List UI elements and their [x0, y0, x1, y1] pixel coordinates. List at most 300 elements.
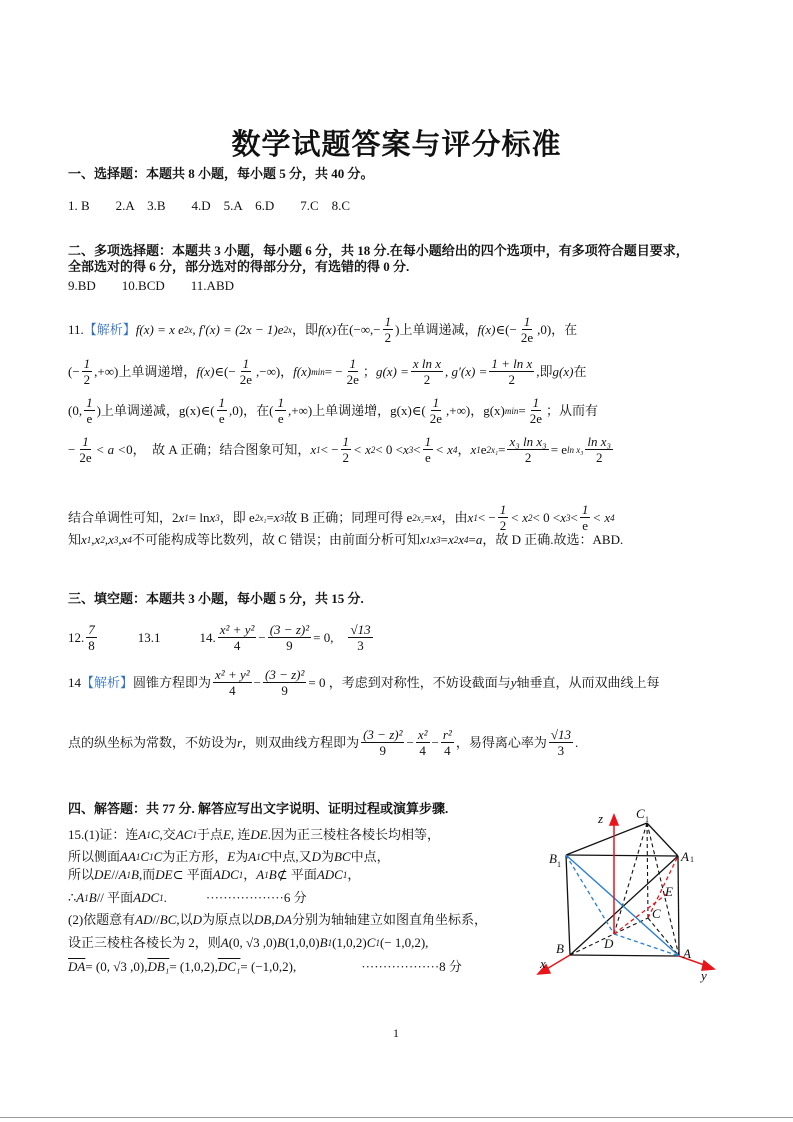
- numerator: √13: [350, 622, 371, 637]
- subscript: 1: [264, 870, 269, 880]
- section-2-heading: [68, 243, 689, 259]
- subscript: 1: [473, 512, 478, 523]
- fraction: [519, 314, 535, 345]
- denominator: 2e: [346, 372, 359, 387]
- numerator: r²: [442, 727, 452, 742]
- numerator: 1: [86, 395, 93, 410]
- text-run: ,: [104, 532, 109, 547]
- svg-text:B: B: [549, 851, 557, 866]
- text-run: ，易得离心率为: [455, 734, 547, 750]
- subscript: 3: [408, 444, 414, 455]
- text-run: 于点: [196, 827, 223, 842]
- math-expr: A: [220, 935, 229, 950]
- fraction: [218, 622, 257, 653]
- q11-solution-line: [68, 532, 623, 548]
- subscript: 1: [184, 512, 189, 523]
- text-run: = e: [550, 441, 568, 457]
- q15-solution-line: [68, 827, 440, 843]
- text-run: =: [266, 509, 274, 525]
- numerator: x² + y²: [215, 667, 250, 682]
- text-run: =: [498, 441, 506, 457]
- math-expr: < x: [435, 441, 453, 457]
- math-expr: C: [366, 935, 376, 950]
- fraction: [268, 622, 311, 653]
- text-run: (− 1,0,2),: [379, 935, 429, 950]
- fraction: [345, 356, 361, 387]
- fraction: [428, 395, 444, 426]
- svg-text:1: 1: [557, 860, 561, 869]
- denominator: 2: [499, 518, 507, 533]
- text-run: ,0)，在(: [229, 402, 274, 418]
- text-run: ，: [457, 441, 471, 457]
- math-expr: E: [227, 849, 236, 864]
- math-expr: DB: [254, 912, 272, 927]
- fraction: [585, 434, 613, 465]
- fraction: [82, 356, 93, 387]
- text-run: ∴: [68, 890, 77, 905]
- math-expr: f(x): [293, 363, 312, 379]
- subscript: 1: [126, 870, 132, 880]
- text-run: 中点，: [350, 849, 390, 864]
- math-expr: DE: [94, 867, 112, 882]
- text-run: 13.1 14.: [98, 629, 216, 645]
- subscript: 1: [342, 870, 348, 880]
- text-run: .因为正三棱柱各棱长均相等，: [267, 827, 441, 842]
- text-run: ，: [243, 867, 257, 882]
- text-run: 设正三棱柱各棱长为 2，则: [68, 935, 221, 950]
- numerator: 1: [432, 395, 440, 410]
- subscript: 1: [159, 893, 164, 903]
- text-run: −: [253, 674, 261, 690]
- analysis-tag: 【解析】: [81, 674, 134, 690]
- subscript: 4: [437, 512, 442, 523]
- fraction: [213, 667, 252, 698]
- text-run: ⊂ 平面: [172, 867, 213, 882]
- section-1-answers: [68, 198, 350, 214]
- fraction: [341, 434, 352, 465]
- z-arrow-icon: [610, 815, 618, 825]
- text-run: , 连: [230, 827, 251, 842]
- subscript: 1: [327, 938, 333, 948]
- denominator: 2e: [239, 372, 252, 387]
- heading-text: 三、填空题：本题共 3 小题，每小题 5 分，共 15 分.: [68, 591, 364, 606]
- math-expr: A: [118, 867, 127, 882]
- text-run: 不可能构成等比数列，故 C 错误；由前面分析可知: [131, 532, 421, 547]
- subscript: min: [311, 366, 325, 377]
- text-run: 12.: [68, 629, 85, 645]
- text-run: 为正方形，: [162, 849, 228, 864]
- text-run: . ··················6 分: [163, 890, 307, 905]
- svg-text:A: A: [683, 946, 691, 961]
- subscript: 1: [425, 535, 431, 545]
- text-run: 0， 故 A 正确；结合图象可知，: [126, 441, 311, 457]
- text-run: ，: [347, 867, 361, 882]
- denominator: 2: [508, 372, 516, 387]
- text-run: ，即 e: [219, 509, 255, 525]
- page-number: 1: [393, 1026, 399, 1040]
- subscript: 3: [279, 512, 285, 523]
- denominator: 8: [88, 638, 95, 653]
- math-expr: AC: [175, 827, 193, 842]
- numerator: (3 − z)²: [363, 727, 403, 742]
- math-expr: DE: [155, 867, 173, 882]
- math-expr: < x: [592, 509, 611, 525]
- fraction: [361, 727, 404, 758]
- text-run: 14: [68, 674, 81, 690]
- denominator: 3: [357, 638, 364, 653]
- prism-figure: [530, 800, 730, 990]
- math-expr: x: [121, 532, 128, 547]
- text-run: 故 B 正确；同理可得 e: [284, 509, 413, 525]
- text-run: = 0 ，考虑到对称性，不妨设截面与: [308, 674, 511, 690]
- text-run: < −: [320, 441, 339, 457]
- math-expr: D: [192, 912, 203, 927]
- numerator: 1: [424, 434, 432, 449]
- text-run: ,: [271, 912, 275, 927]
- text-run: 为: [235, 849, 249, 864]
- text-run: ；: [362, 363, 376, 379]
- text-run: ，即: [292, 321, 319, 337]
- vector: DB₁: [147, 959, 170, 974]
- subscript: 1: [256, 852, 261, 862]
- text-run: 9.BD 10.BCD 11.ABD: [68, 278, 235, 293]
- math-expr: x: [430, 532, 437, 547]
- section-4-heading: [68, 801, 448, 817]
- denominator: 3: [557, 743, 565, 758]
- math-expr: B: [268, 867, 277, 882]
- fraction: [489, 356, 534, 387]
- q11-solution-line: [68, 395, 598, 426]
- text-run: )上单调递减，g(x)∈(: [96, 402, 215, 418]
- denominator: 4: [229, 683, 236, 698]
- fraction: [528, 395, 544, 426]
- denominator: 2e: [79, 450, 92, 465]
- superscript: 2x: [283, 324, 293, 335]
- subscript: 1: [375, 938, 380, 948]
- text-run: ，故 D 正确.故选：ABD.: [482, 532, 624, 547]
- svg-text:D: D: [604, 936, 614, 951]
- text-run: ,交: [159, 827, 176, 842]
- math-expr: A: [138, 827, 147, 842]
- heading-text: 全部选对的得 6 分，部分选对的得部分分，有选错的得 0 分.: [68, 259, 410, 274]
- math-expr: A: [256, 867, 265, 882]
- text-run: ,: [91, 532, 95, 547]
- text-run: = ln: [188, 509, 210, 525]
- fraction: [498, 502, 509, 533]
- text-run: 1. B 2.A 3.B 4.D 5.A 6.D 7.C 8.C: [68, 198, 351, 213]
- text-run: (−: [68, 363, 80, 379]
- numerator: 1 + ln x: [491, 356, 533, 371]
- fraction: [549, 727, 573, 758]
- text-run: <: [413, 441, 421, 457]
- math-expr: C: [150, 827, 160, 842]
- text-run: =: [468, 532, 476, 547]
- page-bottom-border: [0, 1117, 793, 1118]
- text-run: 圆锥方程即为: [133, 674, 212, 690]
- denominator: 4: [233, 638, 241, 653]
- subscript: 1: [238, 870, 244, 880]
- denominator: 2e: [529, 411, 543, 426]
- math-expr: < x: [510, 509, 529, 525]
- math-expr: C: [153, 849, 163, 864]
- denominator: 9: [286, 638, 293, 653]
- svg-text:1: 1: [690, 855, 694, 864]
- text-run: 所以侧面: [68, 849, 121, 864]
- text-run: = 0,: [313, 629, 347, 645]
- denominator: 2e: [520, 330, 534, 345]
- math-expr: x: [81, 532, 87, 547]
- text-run: 为原点以: [202, 912, 255, 927]
- q11-solution-line: [68, 314, 577, 345]
- section-3-answers: [68, 622, 375, 653]
- text-run: −: [68, 441, 76, 457]
- subscript: 2: [370, 444, 376, 455]
- vector: DC₁: [217, 959, 241, 974]
- math-expr: B: [277, 935, 285, 950]
- q15-solution-line: [68, 959, 462, 975]
- text-run: ∈(−: [214, 363, 236, 379]
- text-run: 在(−∞,−: [336, 321, 381, 337]
- math-expr: < x: [353, 441, 371, 457]
- denominator: 9: [379, 743, 387, 758]
- fraction: [84, 395, 95, 426]
- subscript: 1: [135, 852, 141, 862]
- text-run: ；从而有: [546, 402, 599, 418]
- text-run: ,: [118, 532, 122, 547]
- q15-solution-line: [68, 849, 390, 865]
- fraction: [441, 727, 454, 758]
- subscript: 1: [84, 893, 89, 903]
- math-expr: C: [260, 849, 270, 864]
- denominator: 4: [444, 743, 451, 758]
- q15-solution-line: [68, 867, 360, 883]
- svg-text:y: y: [701, 968, 707, 983]
- fraction: [383, 314, 394, 345]
- fraction: [77, 434, 93, 465]
- text-run: 分别为轴轴建立如图直角坐标系，: [291, 912, 487, 927]
- fraction: [416, 727, 430, 758]
- numerator: 1: [82, 434, 89, 449]
- denominator: e: [425, 450, 431, 465]
- text-run: = (1,0,2),: [169, 959, 218, 974]
- denominator: 2: [596, 450, 603, 465]
- section-2-answers: [68, 278, 234, 294]
- numerator: x² + y²: [219, 622, 255, 637]
- subscript: min: [504, 405, 519, 416]
- math-expr: x: [310, 441, 317, 457]
- denominator: 2: [342, 450, 350, 465]
- math-expr: g(x) =: [375, 363, 409, 379]
- fraction: [275, 395, 286, 426]
- numerator: 1: [342, 434, 350, 449]
- vector: $\overline{DA}$: [68, 959, 86, 974]
- text-run: ,+∞)上单调递增，: [94, 363, 197, 379]
- math-expr: ADC: [316, 867, 343, 882]
- prism-hidden-edges: [570, 823, 679, 956]
- fraction: [348, 622, 372, 653]
- math-expr: f(x): [477, 321, 496, 337]
- svg-text:z: z: [598, 811, 604, 826]
- analysis-tag: 【解析】: [83, 321, 136, 337]
- svg-text:C: C: [636, 806, 645, 821]
- subscript: 3: [565, 512, 571, 523]
- superscript: 2x₂: [412, 512, 424, 523]
- text-run: ⊄ 平面: [276, 867, 317, 882]
- text-run: // 平面: [96, 890, 134, 905]
- math-expr: BC: [334, 849, 351, 864]
- math-expr: E: [222, 827, 231, 842]
- svg-text:x: x: [540, 956, 546, 971]
- math-expr: B: [88, 890, 97, 905]
- subscript: 3: [436, 535, 441, 545]
- math-expr: x: [458, 532, 465, 547]
- math-expr: x: [560, 509, 566, 525]
- fraction: [86, 622, 97, 653]
- text-run: −: [406, 734, 414, 750]
- text-run: (1,0,0): [284, 935, 320, 950]
- q15-solution-line: [68, 912, 487, 928]
- subscript: 3: [113, 535, 119, 545]
- numerator: 1: [218, 395, 226, 410]
- superscript: 2x: [183, 324, 193, 335]
- denominator: e: [218, 411, 225, 426]
- q15-solution-line: [68, 935, 428, 951]
- fraction: [238, 356, 254, 387]
- svg-text:A: A: [681, 849, 689, 864]
- subscript: 4: [610, 512, 615, 523]
- text-run: 为: [321, 849, 335, 864]
- subscript: 1: [146, 830, 151, 840]
- text-run: (0,: [68, 402, 83, 418]
- math-expr: DE: [250, 827, 268, 842]
- q14-solution-line: [68, 667, 660, 698]
- denominator: 4: [419, 743, 426, 758]
- svg-text:C: C: [652, 906, 661, 921]
- text-run: =: [440, 532, 448, 547]
- numerator: 1: [523, 314, 531, 329]
- numerator: x ln x: [412, 356, 442, 371]
- math-expr: f(x) = x e: [135, 321, 184, 337]
- text-run: −: [258, 629, 266, 645]
- text-run: ,即: [536, 363, 553, 379]
- text-run: (1,0,2): [332, 935, 367, 950]
- math-expr: g(x): [552, 363, 574, 379]
- subscript: 4: [452, 444, 458, 455]
- heading-text: 一、选择题：本题共 8 小题，每小题 5 分，共 40 分。: [68, 166, 374, 181]
- math-expr: , f′(x) = (2x − 1)e: [192, 321, 284, 337]
- numerator: x²: [417, 727, 428, 742]
- denominator: 2: [83, 372, 91, 387]
- text-run: = −: [324, 363, 343, 379]
- text-run: −: [431, 734, 439, 750]
- math-expr: f(x): [196, 363, 215, 379]
- math-expr: f(x): [318, 321, 337, 337]
- math-expr: y: [510, 674, 517, 690]
- math-expr: x: [467, 509, 474, 525]
- text-run: )上单调递减，: [395, 321, 478, 337]
- text-run: ,−∞)，: [255, 363, 294, 379]
- text-run: 中点,又: [269, 849, 312, 864]
- q11-solution-line: [68, 356, 586, 387]
- math-expr: r: [237, 734, 243, 750]
- text-run: =: [518, 402, 526, 418]
- math-expr: A: [76, 890, 85, 905]
- math-expr: ADC: [133, 890, 160, 905]
- subscript: 4: [464, 535, 469, 545]
- math-expr: x: [447, 532, 454, 547]
- math-expr: AD: [135, 912, 153, 927]
- heading-text: 四、解答题：共 77 分. 解答应写出文字说明、证明过程或演算步骤.: [68, 801, 449, 816]
- numerator: 7: [88, 622, 95, 637]
- numerator: (3 − z)²: [269, 622, 310, 637]
- text-run: (0, √3 ,0): [228, 935, 278, 950]
- denominator: 2: [384, 330, 392, 345]
- denominator: 9: [281, 683, 288, 698]
- q11-solution-line: [68, 434, 615, 465]
- math-expr: < a <: [95, 441, 127, 457]
- svg-text:E: E: [665, 884, 673, 899]
- subscript: 1: [149, 852, 154, 862]
- page-title: 数学试题答案与评分标准: [231, 127, 562, 161]
- text-run: = (0, √3 ,0),: [85, 959, 148, 974]
- subscript: 1: [192, 830, 197, 840]
- math-expr: BC: [159, 912, 177, 927]
- math-expr: a: [475, 532, 483, 547]
- fraction: [411, 356, 443, 387]
- numerator: 1: [277, 395, 284, 410]
- text-run: .: [574, 734, 579, 750]
- superscript: 2x₁: [486, 444, 499, 455]
- text-run: < 0 <: [532, 509, 561, 525]
- math-expr: D: [311, 849, 322, 864]
- subscript: 2: [528, 512, 533, 523]
- math-expr: ADC: [212, 867, 239, 882]
- section-2-heading-cont: [68, 259, 409, 275]
- heading-text: 二、多项选择题：本题共 3 小题，每小题 6 分，共 18 分.在每小题给出的四个选项中，有多项符合题目要求，: [68, 243, 689, 258]
- math-expr: B: [131, 867, 139, 882]
- text-run: <: [570, 509, 578, 525]
- text-run: e: [480, 441, 487, 457]
- numerator: 1: [499, 502, 507, 517]
- text-run: ,0)，在: [537, 321, 578, 337]
- numerator: (3 − z)²: [264, 667, 305, 682]
- text-run: 轴垂直，从而双曲线上每: [516, 674, 660, 690]
- numerator: 1: [242, 356, 250, 371]
- text-run: (2)依题意有: [68, 912, 136, 927]
- section-3-heading: [68, 591, 364, 607]
- subscript: 1: [86, 535, 92, 545]
- text-run: 知: [68, 532, 82, 547]
- fraction: [507, 434, 548, 465]
- svg-text:B: B: [556, 941, 564, 956]
- math-expr: x: [273, 509, 280, 525]
- subscript: 2: [100, 535, 105, 545]
- numerator: 1: [384, 314, 392, 329]
- math-expr: C: [140, 849, 150, 864]
- q15-solution-line: [68, 890, 307, 906]
- svg-text:1: 1: [645, 815, 649, 824]
- text-run: 所以: [68, 867, 95, 882]
- text-run: < −: [477, 509, 496, 525]
- text-run: =: [423, 509, 432, 525]
- text-run: //: [111, 867, 119, 882]
- numerator: 1: [83, 356, 91, 371]
- denominator: 2e: [429, 411, 443, 426]
- text-run: < 0 <: [375, 441, 404, 457]
- numerator: 1: [581, 502, 589, 517]
- text-run: ，则双曲线方程即为: [242, 734, 360, 750]
- text-run: 15.(1)证：连: [68, 827, 139, 842]
